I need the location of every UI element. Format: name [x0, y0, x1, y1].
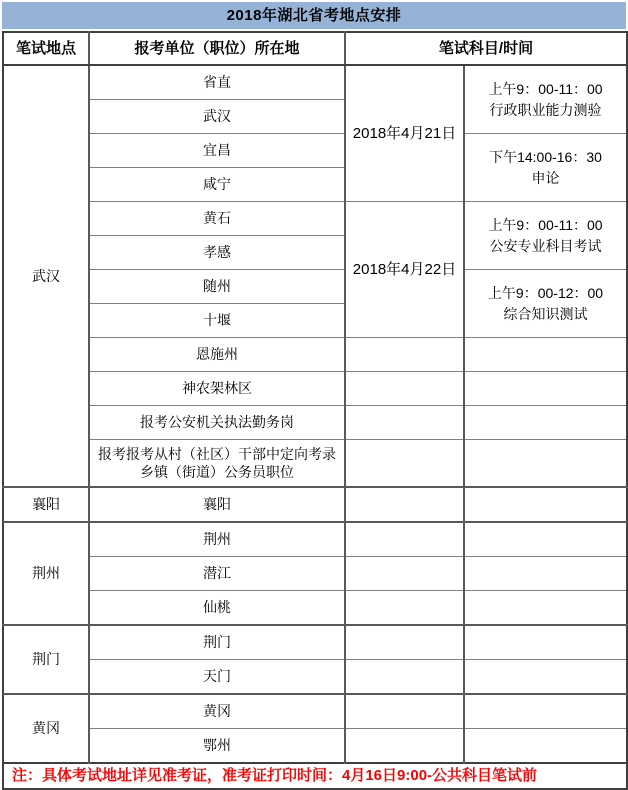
unit-cell: 鄂州 [89, 729, 345, 764]
table-row [3, 406, 627, 440]
table-row [3, 487, 627, 522]
empty-session-cell [464, 522, 627, 557]
col-header-unit: 报考单位（职位）所在地 [89, 32, 345, 65]
empty-date-cell [345, 694, 464, 729]
header-row [3, 32, 627, 65]
unit-cell: 襄阳 [89, 487, 345, 522]
date-cell: 2018年4月22日 [345, 202, 464, 338]
empty-session-cell [464, 729, 627, 764]
empty-date-cell [345, 440, 464, 488]
empty-session-cell [464, 372, 627, 406]
unit-cell: 省直 [89, 65, 345, 100]
empty-session-cell [464, 591, 627, 626]
empty-date-cell [345, 625, 464, 660]
unit-cell: 宜昌 [89, 134, 345, 168]
empty-date-cell [345, 372, 464, 406]
empty-date-cell [345, 487, 464, 522]
unit-cell: 天门 [89, 660, 345, 695]
empty-date-cell [345, 729, 464, 764]
empty-session-cell [464, 660, 627, 695]
unit-cell: 黄冈 [89, 694, 345, 729]
unit-cell: 恩施州 [89, 338, 345, 372]
unit-cell: 十堰 [89, 304, 345, 338]
empty-session-cell [464, 406, 627, 440]
location-cell-jingmen: 荆门 [3, 625, 89, 694]
session-time: 上午9：00-11：00 [488, 81, 603, 98]
unit-cell: 报考公安机关执法勤务岗 [89, 406, 345, 440]
unit-cell: 随州 [89, 270, 345, 304]
unit-cell: 报考报考从村（社区）干部中定向考录乡镇（街道）公务员职位 [89, 440, 345, 488]
table-row [3, 134, 627, 168]
unit-cell: 荆州 [89, 522, 345, 557]
table-row [3, 372, 627, 406]
session-cell [464, 134, 627, 202]
unit-cell: 孝感 [89, 236, 345, 270]
empty-date-cell [345, 522, 464, 557]
unit-cell: 武汉 [89, 100, 345, 134]
empty-date-cell [345, 406, 464, 440]
col-header-location: 笔试地点 [3, 32, 89, 65]
location-cell-wuhan: 武汉 [3, 65, 89, 487]
session-cell [464, 202, 627, 270]
session-cell [464, 65, 627, 134]
location-cell-huanggang: 黄冈 [3, 694, 89, 763]
note-text: 注：具体考试地址详见准考证，准考证打印时间：4月16日9:00-公共科目笔试前 [12, 767, 538, 785]
session-cell [464, 270, 627, 338]
table-row [3, 660, 627, 695]
date-cell: 2018年4月21日 [345, 65, 464, 202]
table-row [3, 625, 627, 660]
empty-date-cell [345, 338, 464, 372]
table-row [3, 65, 627, 100]
table-row [3, 694, 627, 729]
session-subject: 综合知识测试 [503, 305, 588, 322]
unit-cell: 黄石 [89, 202, 345, 236]
col-header-subject-time: 笔试科目/时间 [345, 32, 627, 65]
empty-date-cell [345, 591, 464, 626]
session-subject: 公安专业科目考试 [489, 237, 602, 254]
unit-cell: 潜江 [89, 557, 345, 591]
unit-cell: 咸宁 [89, 168, 345, 202]
empty-session-cell [464, 487, 627, 522]
empty-session-cell [464, 694, 627, 729]
table-row [3, 270, 627, 304]
unit-cell: 仙桃 [89, 591, 345, 626]
location-cell-jingzhou: 荆州 [3, 522, 89, 625]
table-row [3, 591, 627, 626]
table-row [3, 729, 627, 764]
empty-date-cell [345, 557, 464, 591]
empty-session-cell [464, 625, 627, 660]
session-time: 上午9：00-12：00 [487, 285, 604, 302]
exam-schedule-table [2, 31, 628, 790]
location-cell-xiangyang: 襄阳 [3, 487, 89, 522]
table-row [3, 202, 627, 236]
note-cell [3, 763, 627, 789]
empty-session-cell [464, 440, 627, 488]
session-time: 下午14:00-16：30 [489, 149, 602, 166]
empty-session-cell [464, 338, 627, 372]
unit-cell: 荆门 [89, 625, 345, 660]
session-subject: 行政职业能力测验 [489, 101, 602, 118]
session-time: 上午9：00-11：00 [488, 217, 603, 234]
unit-cell: 神农架林区 [89, 372, 345, 406]
table-row [3, 338, 627, 372]
empty-session-cell [464, 557, 627, 591]
table-row [3, 440, 627, 488]
note-row [3, 763, 627, 789]
session-subject: 申论 [531, 169, 560, 186]
page-title: 2018年湖北省考地点安排 [2, 2, 626, 29]
table-row [3, 522, 627, 557]
table-row [3, 557, 627, 591]
empty-date-cell [345, 660, 464, 695]
